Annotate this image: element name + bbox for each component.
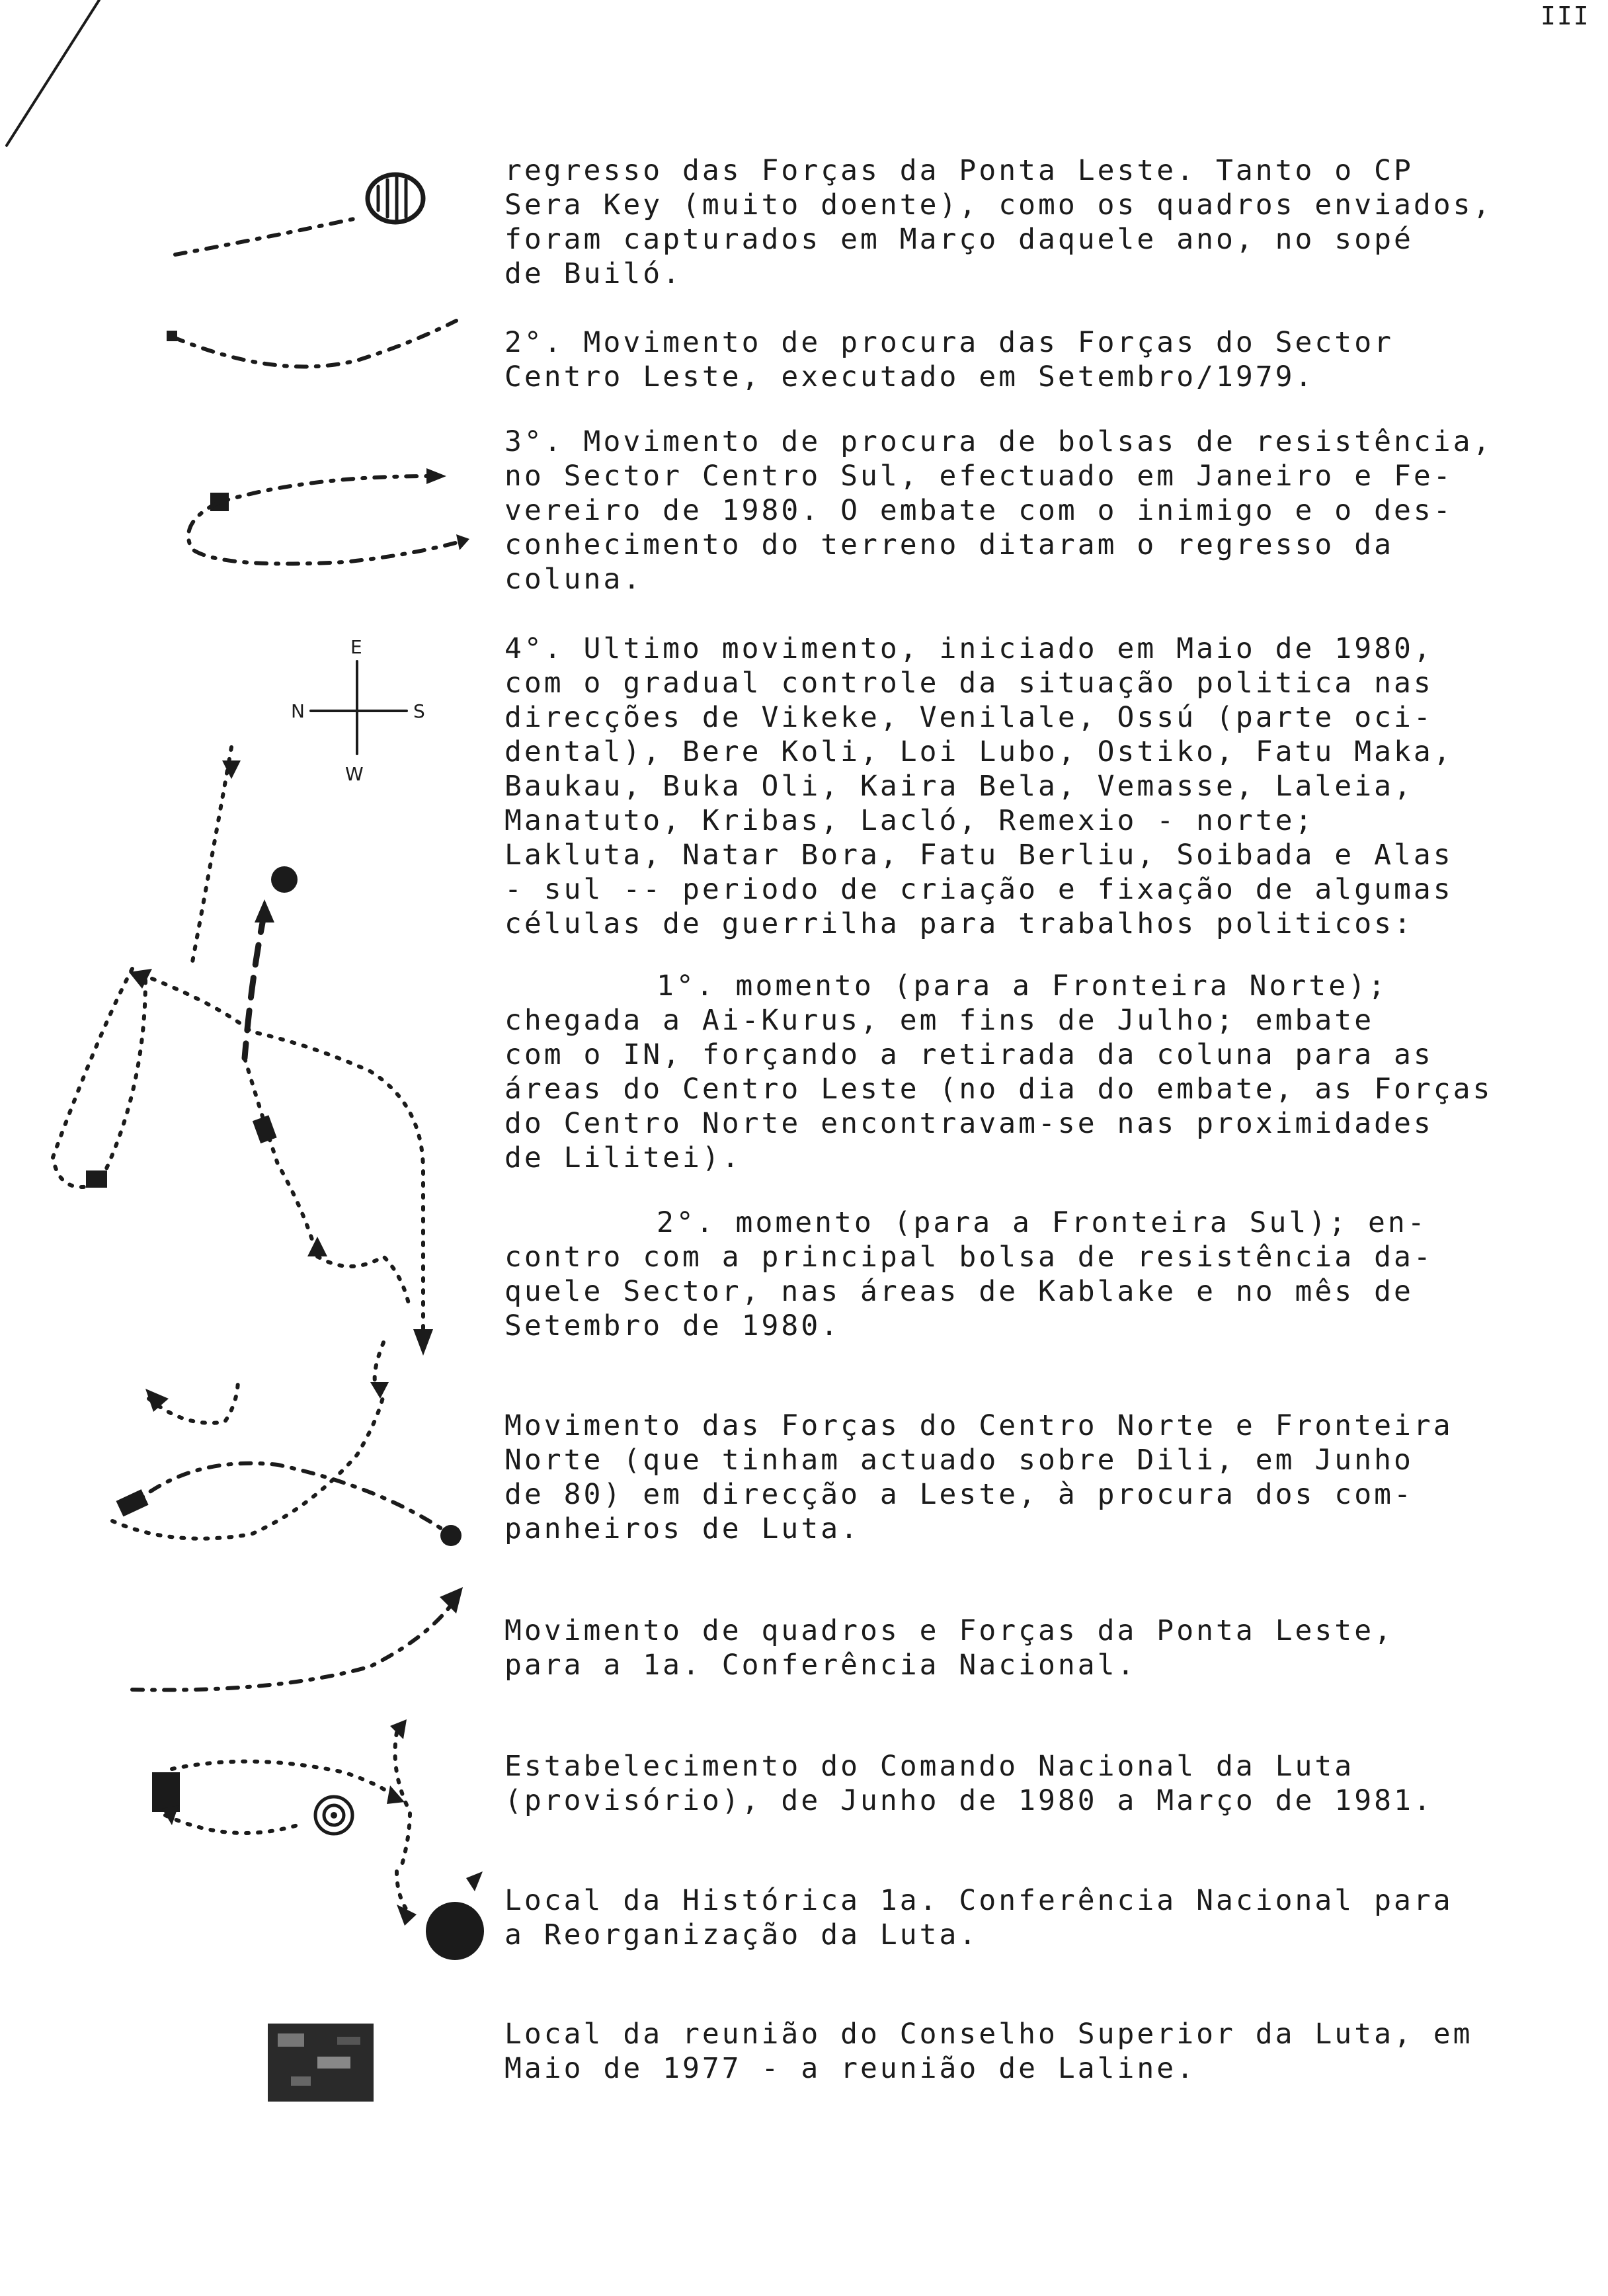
compass-east: E (350, 636, 362, 658)
entry-line: - sul -- periodo de criação e fixação de algumas (504, 873, 1453, 906)
entry-line: direcções de Vikeke, Venilale, Ossú (parte oci- (504, 701, 1433, 734)
symbol-movement-centro-norte (112, 1342, 462, 1546)
entry-line: Maio de 1977 - a reunião de Laline. (504, 2052, 1197, 2085)
entry-line: Setembro de 1980. (504, 1309, 841, 1342)
entry-line: Baukau, Buka Oli, Kaira Bela, Vemasse, Laleia, (504, 770, 1414, 803)
entry-line: Centro Leste, executado em Setembro/1979. (504, 360, 1315, 393)
entry-line: 2°. Movimento de procura das Forças do Sector (504, 326, 1394, 359)
symbol-movement-ponta-leste (132, 1587, 463, 1690)
entry-line: células de guerrilha para trabalhos politicos: (504, 907, 1414, 940)
entry-line: Lakluta, Natar Bora, Fatu Berliu, Soibada e Alas (504, 839, 1453, 872)
entry-3 (504, 425, 1576, 596)
entry-line: 3°. Movimento de procura de bolsas de resistência, (504, 425, 1493, 458)
page-number: III (1541, 1, 1590, 30)
entry-line: Local da reunião do Conselho Superior da Luta, em (504, 2018, 1473, 2051)
entry-line: dental), Bere Koli, Loi Lubo, Ostiko, Fatu Maka, (504, 735, 1453, 768)
symbol-comando-nacional (152, 1719, 410, 1871)
entry-line: 4°. Ultimo movimento, iniciado em Maio de 1980, (504, 632, 1433, 665)
entry-line: para a 1a. Conferência Nacional. (504, 1649, 1137, 1682)
entry-line: panheiros de Luta. (504, 1512, 860, 1545)
entry-line: Local da Histórica 1a. Conferência Nacional para (504, 1884, 1453, 1917)
entry-line: quele Sector, nas áreas de Kablake e no mês de (504, 1275, 1414, 1308)
symbol-movement-3 (188, 468, 469, 564)
entry-line: Movimento das Forças do Centro Norte e Fronteira (504, 1409, 1453, 1442)
entry-line: com o IN, forçando a retirada da coluna para as (504, 1038, 1433, 1071)
symbol-conferencia-location (397, 1871, 484, 1960)
entry-2 (504, 325, 1576, 394)
entry-1 (504, 153, 1576, 291)
entry-line: 2°. momento (para a Fronteira Sul); en- (657, 1206, 1427, 1239)
entry-10 (504, 1883, 1576, 1952)
entry-line: de Builó. (504, 257, 682, 290)
entry-line: do Centro Norte encontravam-se nas proximidades (504, 1107, 1433, 1140)
compass-west: W (345, 763, 364, 785)
entry-line: Estabelecimento do Comando Nacional da Luta (504, 1750, 1355, 1783)
margin-pen-stroke (7, 0, 99, 145)
entry-line: coluna. (504, 563, 643, 596)
entry-line: de Lilitei). (504, 1141, 742, 1174)
symbol-laline-meeting (268, 2024, 374, 2102)
symbol-movement-4 (53, 747, 433, 1356)
entry-line: 1°. momento (para a Fronteira Norte); (657, 969, 1388, 1003)
entry-line: chegada a Ai-Kurus, em fins de Julho; embate (504, 1004, 1375, 1037)
entry-line: contro com a principal bolsa de resistência da- (504, 1241, 1433, 1274)
entry-4 (504, 632, 1576, 941)
entry-6 (504, 1206, 1576, 1343)
entry-line: (provisório), de Junho de 1980 a Março de 1981. (504, 1784, 1433, 1817)
entry-11 (504, 2017, 1576, 2086)
entry-8 (504, 1614, 1576, 1682)
entry-line: Manatuto, Kribas, Lacló, Remexio - norte; (504, 804, 1315, 837)
symbol-movement-2 (167, 321, 456, 366)
entry-line: a Reorganização da Luta. (504, 1918, 979, 1951)
entry-line: Sera Key (muito doente), como os quadros enviados, (504, 188, 1493, 222)
entry-line: de 80) em direcção a Leste, à procura dos com- (504, 1478, 1414, 1511)
entry-line: no Sector Centro Sul, efectuado em Janeiro e Fe- (504, 460, 1453, 493)
entry-line: conhecimento do terreno ditaram o regresso da (504, 528, 1394, 561)
entry-9 (504, 1749, 1576, 1818)
symbol-return-ponta-leste (175, 175, 423, 255)
entry-line: Movimento de quadros e Forças da Ponta Leste, (504, 1614, 1394, 1647)
compass-north: N (291, 700, 305, 722)
entry-line: áreas do Centro Leste (no dia do embate, as Forças (504, 1073, 1493, 1106)
entry-line: regresso das Forças da Ponta Leste. Tanto o CP (504, 154, 1414, 187)
compass-south: S (413, 700, 425, 722)
entry-line: Norte (que tinham actuado sobre Dili, em Junho (504, 1444, 1414, 1477)
entry-line: foram capturados em Março daquele ano, no sopé (504, 223, 1414, 256)
entry-7 (504, 1409, 1576, 1546)
entry-line: com o gradual controle da situação politica nas (504, 667, 1433, 700)
entry-5 (504, 969, 1576, 1175)
compass (291, 636, 425, 785)
entry-line: vereiro de 1980. O embate com o inimigo e o des- (504, 494, 1453, 527)
